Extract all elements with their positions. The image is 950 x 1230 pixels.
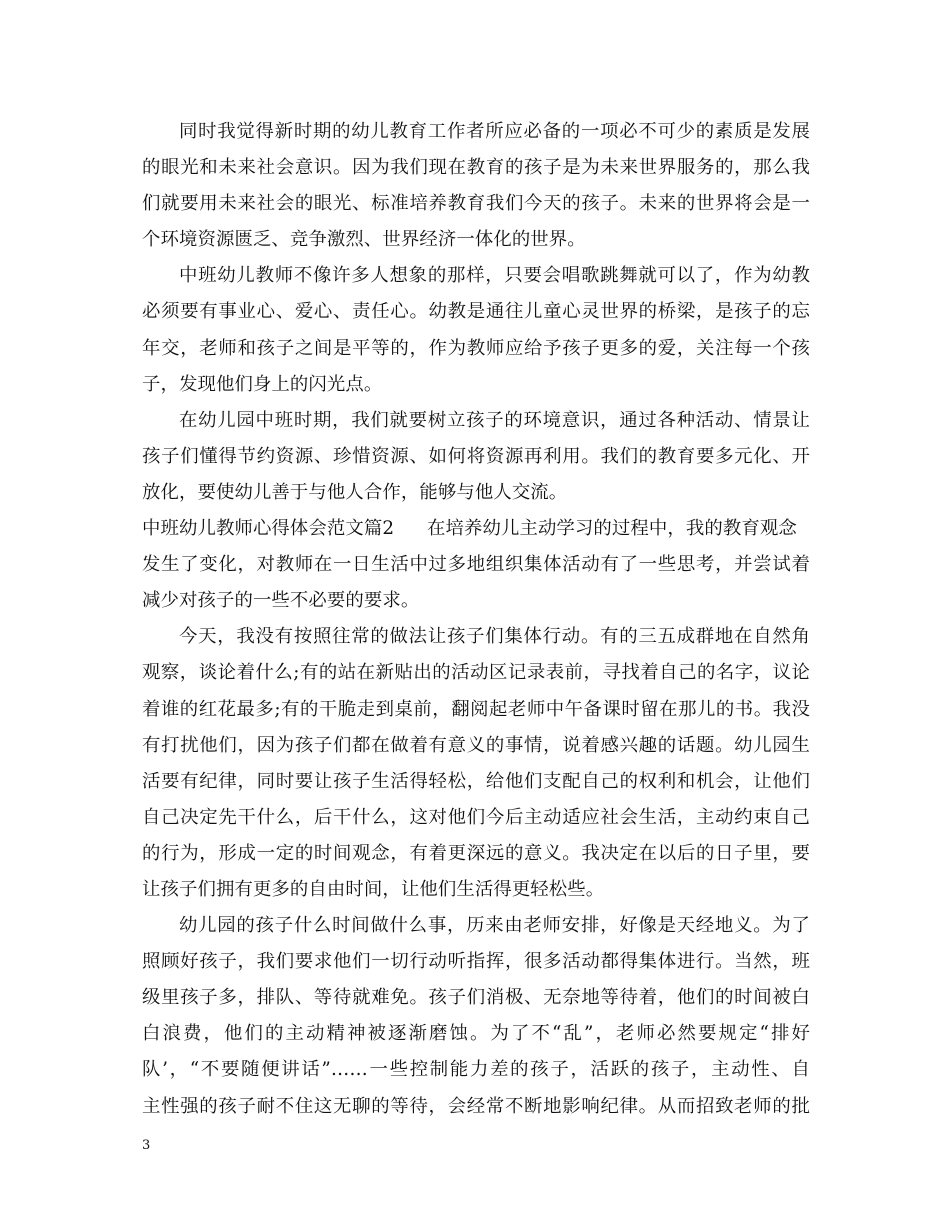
paragraph-line: 自己决定先干什么，后干什么，这对他们今后主动适应社会生活，主动约束自己 xyxy=(142,806,810,828)
paragraph-line: 发生了变化，对教师在一日生活中过多地组织集体活动有了一些思考，并尝试着 xyxy=(142,554,810,576)
paragraph-line: 子，发现他们身上的闪光点。 xyxy=(142,373,383,395)
paragraph-line: 级里孩子多，排队、等待就难免。孩子们消极、无奈地等待着，他们的时间被白 xyxy=(142,987,810,1009)
paragraph-line: 主性强的孩子耐不住这无聊的等待，会经常不断地影响纪律。从而招致老师的批 xyxy=(142,1095,810,1117)
paragraph-line: 有打扰他们，因为孩子们都在做着有意义的事情，说着感兴趣的话题。幼儿园生 xyxy=(142,734,810,756)
paragraph-line: 照顾好孩子，我们要求他们一切行动听指挥，很多活动都得集体进行。当然，班 xyxy=(142,951,810,973)
paragraph-line: 在培养幼儿主动学习的过程中，我的教育观念 xyxy=(427,518,797,540)
section-heading: 中班幼儿教师心得体会范文篇2 xyxy=(142,518,395,540)
document-body xyxy=(142,114,810,1125)
paragraph-line: 让孩子们拥有更多的自由时间，让他们生活得更轻松些。 xyxy=(142,878,605,900)
paragraph-line: 今天，我没有按照往常的做法让孩子们集体行动。有的三五成群地在自然角 xyxy=(179,626,810,648)
paragraph-line: 减少对孩子的一些不必要的要求。 xyxy=(142,590,420,612)
paragraph-line: 队’，“不要随便讲话”……一些控制能力差的孩子，活跃的孩子，主动性、自 xyxy=(142,1059,810,1081)
paragraph-line: 在幼儿园中班时期，我们就要树立孩子的环境意识，通过各种活动、情景让 xyxy=(179,409,810,431)
heading-line xyxy=(142,511,810,547)
paragraph-line: 同时我觉得新时期的幼儿教育工作者所应必备的一项必不可少的素质是发展 xyxy=(179,121,810,142)
paragraph-line: 放化，要使幼儿善于与他人合作，能够与他人交流。 xyxy=(142,481,568,503)
paragraph-line: 幼儿园的孩子什么时间做什么事，历来由老师安排，好像是天经地义。为了 xyxy=(179,915,810,937)
paragraph-line: 必须要有事业心、爱心、责任心。幼教是通往儿童心灵世界的桥梁，是孩子的忘 xyxy=(142,301,810,323)
paragraph-line: 中班幼儿教师不像许多人想象的那样，只要会唱歌跳舞就可以了，作为幼教 xyxy=(179,265,810,287)
page-number: 3 xyxy=(142,1138,151,1153)
paragraph-line: 着谁的红花最多;有的干脆走到桌前，翻阅起老师中午备课时留在那儿的书。我没 xyxy=(142,698,810,720)
paragraph-line: 活要有纪律，同时要让孩子生活得轻松，给他们支配自己的权利和机会，让他们 xyxy=(142,770,810,792)
paragraph-line: 的眼光和未来社会意识。因为我们现在教育的孩子是为未来世界服务的，那么我 xyxy=(142,157,810,179)
paragraph-line: 个环境资源匮乏、竞争激烈、世界经济一体化的世界。 xyxy=(142,229,586,251)
paragraph-line: 年交，老师和孩子之间是平等的，作为教师应给予孩子更多的爱，关注每一个孩 xyxy=(142,337,810,359)
paragraph-line: 们就要用未来社会的眼光、标准培养教育我们今天的孩子。未来的世界将会是一 xyxy=(142,193,810,215)
paragraph-line: 孩子们懂得节约资源、珍惜资源、如何将资源再利用。我们的教育要多元化、开 xyxy=(142,445,810,467)
paragraph-line: 的行为，形成一定的时间观念，有着更深远的意义。我决定在以后的日子里，要 xyxy=(142,842,810,864)
paragraph-line: 观察，谈论着什么;有的站在新贴出的活动区记录表前，寻找着自己的名字，议论 xyxy=(142,662,810,684)
paragraph-line: 白浪费，他们的主动精神被逐渐磨蚀。为了不“乱”，老师必然要规定“排好 xyxy=(142,1023,810,1045)
